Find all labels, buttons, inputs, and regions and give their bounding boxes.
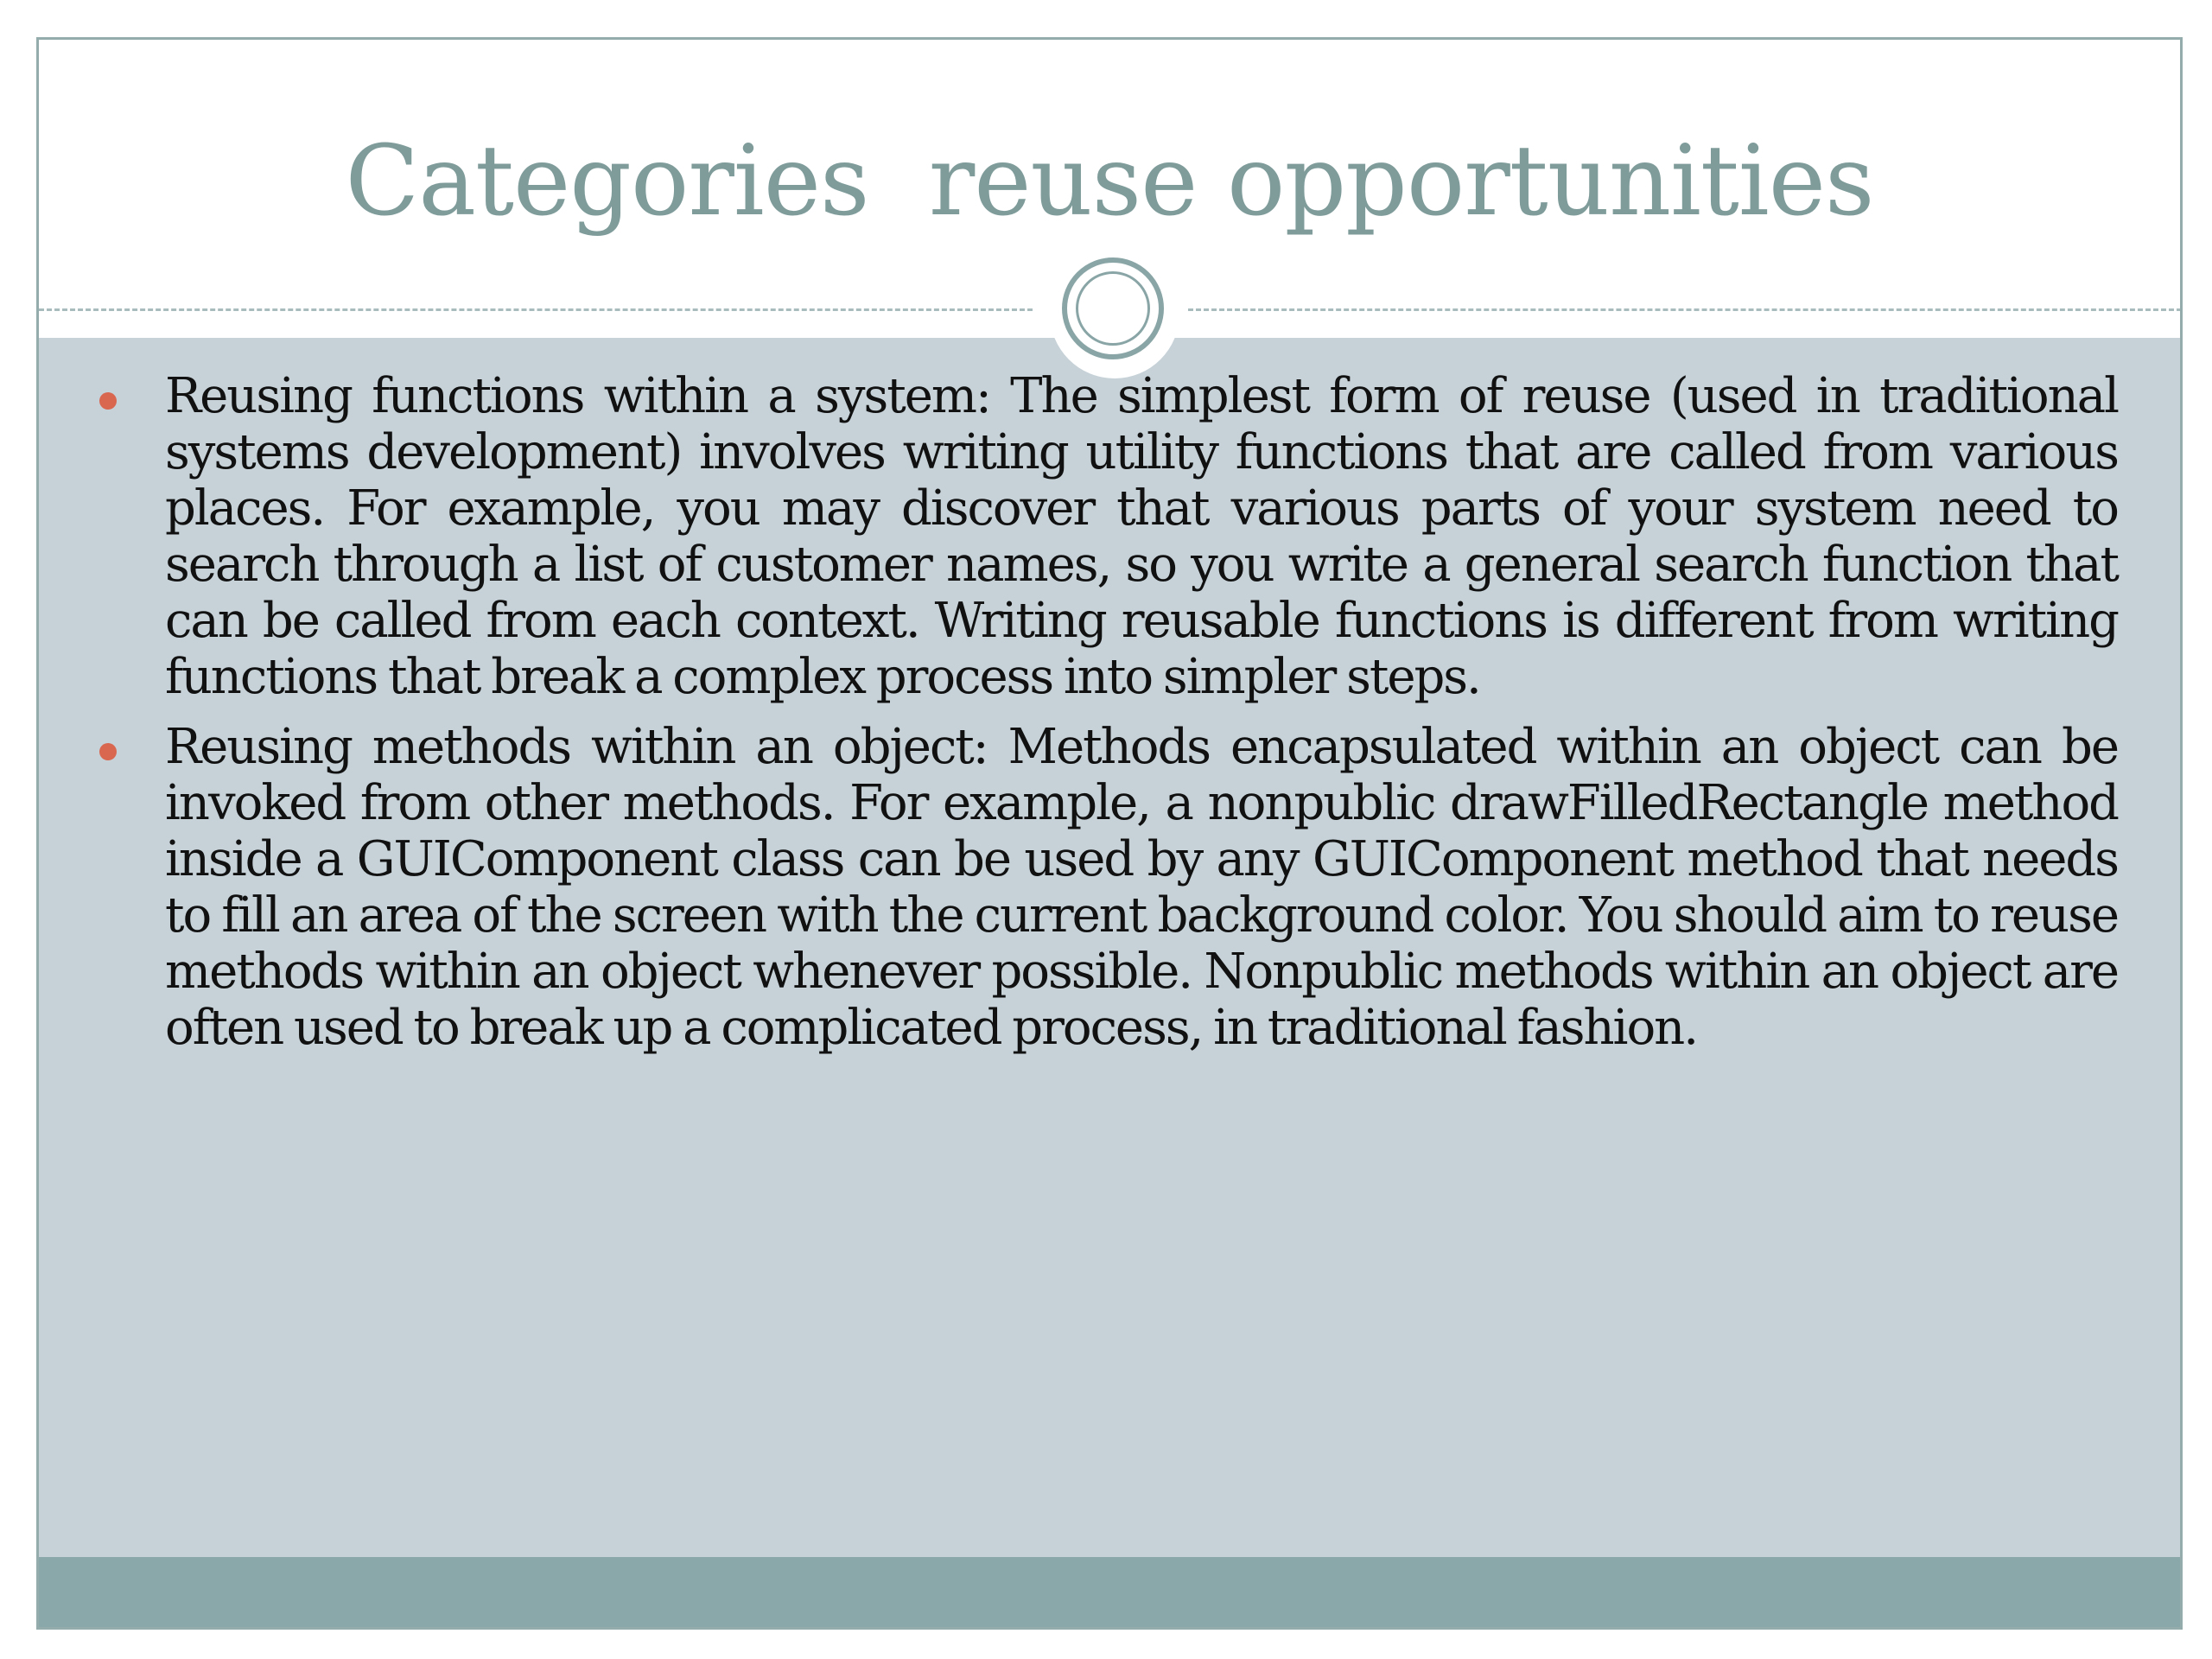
- bullet-dot-icon: [99, 743, 117, 760]
- title-divider-right: [1188, 308, 2182, 311]
- slide-frame: [36, 37, 2183, 1630]
- bullet-text: Reusing functions within a system: The simplest form of reuse (used in traditional systems development) involves writing utility functions that are called from various places. For example, you may discover that various parts of your system need to search through a list of customer names, so you write a general search function that can be called from each context. Writing reusable functions is different from writing functions that break a complex process into simpler steps.: [165, 368, 2118, 705]
- bullet-dot-icon: [99, 392, 117, 410]
- footer-bar: [39, 1557, 2180, 1630]
- slide-title: Categories reuse opportunities: [345, 125, 1874, 238]
- list-item: [39, 719, 2180, 1056]
- bullet-text: Reusing methods within an object: Methods encapsulated within an object can be invoked from other methods. For example, a nonpublic drawFilledRectangle method inside a GUIComponent class can be used by any GUIComponent method that needs to fill an area of the screen with the current background color. You should aim to reuse methods within an object whenever possible. Nonpublic methods within an object are often used to break up a complicated process, in traditional fashion.: [165, 719, 2118, 1056]
- title-divider-left: [39, 308, 1033, 311]
- bullet-list: [39, 368, 2180, 1070]
- ring-ornament-icon: [1062, 257, 1164, 359]
- ring-ornament-inner: [1076, 271, 1150, 346]
- list-item: [39, 368, 2180, 705]
